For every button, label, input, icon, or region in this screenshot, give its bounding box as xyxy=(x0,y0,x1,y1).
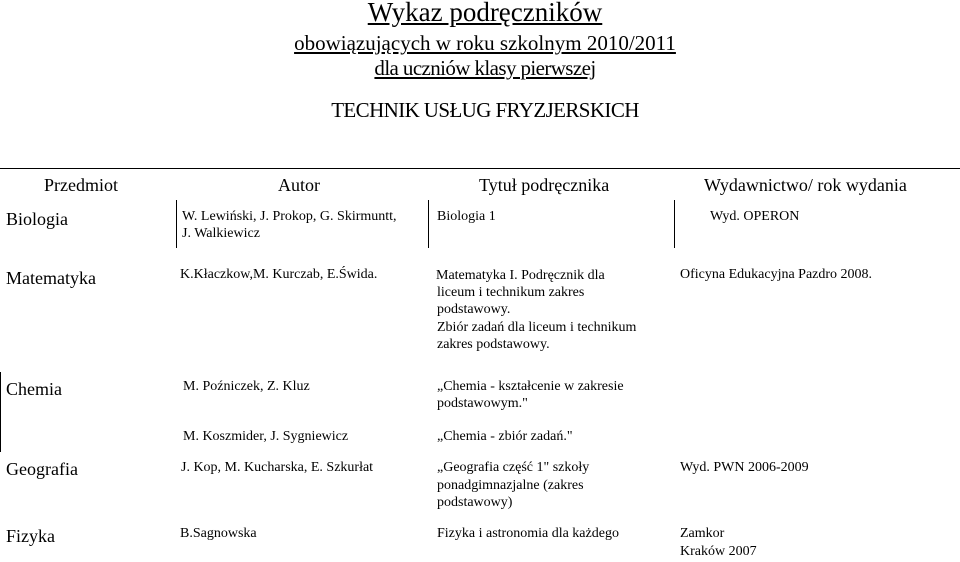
title-matematyka-line3: podstawowy. xyxy=(437,302,511,317)
table-top-border xyxy=(0,168,960,169)
subject-chemia: Chemia xyxy=(6,379,62,399)
author-geografia: J. Kop, M. Kucharska, E. Szkurłat xyxy=(181,460,374,475)
author-matematyka: K.Kłaczkow,M. Kurczab, E.Świda. xyxy=(180,267,378,282)
program-name: TECHNIK USŁUG FRYZJERSKICH xyxy=(331,98,639,122)
column-divider-author-title xyxy=(428,200,429,248)
title-geografia-line2: ponadgimnazjalne (zakres xyxy=(437,478,584,493)
title-chemia-2: „Chemia - zbiór zadań." xyxy=(437,429,573,444)
publisher-matematyka: Oficyna Edukacyjna Pazdro 2008. xyxy=(680,267,873,282)
author-chemia-1: M. Poźniczek, Z. Kluz xyxy=(183,379,310,394)
subject-matematyka: Matematyka xyxy=(6,268,96,288)
title-chemia-1-line1: „Chemia - kształcenie w zakresie xyxy=(437,379,624,394)
column-divider-title-publisher xyxy=(674,200,675,248)
document-subtitle-class: dla uczniów klasy pierwszej xyxy=(374,56,596,80)
header-publisher: Wydawnictwo/ rok wydania xyxy=(704,175,907,195)
title-matematyka-line4: Zbiór zadań dla liceum i technikum xyxy=(437,320,637,335)
title-matematyka-line5: zakres podstawowy. xyxy=(437,337,550,352)
title-biologia: Biologia 1 xyxy=(437,209,496,224)
header-title: Tytuł podręcznika xyxy=(479,175,610,195)
author-fizyka: B.Sagnowska xyxy=(180,526,257,541)
document-title: Wykaz podręczników xyxy=(367,0,603,27)
title-geografia-line3: podstawowy) xyxy=(437,495,513,510)
publisher-geografia: Wyd. PWN 2006-2009 xyxy=(680,460,809,475)
subject-biologia: Biologia xyxy=(6,209,68,229)
author-biologia-line2: J. Walkiewicz xyxy=(182,226,260,241)
column-divider-chemia-left xyxy=(0,372,1,452)
publisher-fizyka-line2: Kraków 2007 xyxy=(680,544,757,559)
subject-geografia: Geografia xyxy=(6,459,78,479)
column-divider-subject-author xyxy=(176,200,177,248)
title-matematyka-line2: liceum i technikum zakres xyxy=(437,285,585,300)
title-matematyka-line1: Matematyka I. Podręcznik dla xyxy=(436,268,605,283)
title-fizyka: Fizyka i astronomia dla każdego xyxy=(437,526,619,541)
document-subtitle-year: obowiązujących w roku szkolnym 2010/2011 xyxy=(294,31,676,55)
publisher-biologia: Wyd. OPERON xyxy=(710,209,800,224)
header-subject: Przedmiot xyxy=(44,175,118,195)
title-geografia-line1: „Geografia część 1" szkoły xyxy=(437,460,590,475)
subject-fizyka: Fizyka xyxy=(6,526,55,546)
author-chemia-2: M. Koszmider, J. Sygniewicz xyxy=(183,429,349,444)
title-chemia-1-line2: podstawowym." xyxy=(437,396,528,411)
publisher-fizyka-line1: Zamkor xyxy=(680,526,725,541)
header-author: Autor xyxy=(278,175,320,195)
author-biologia-line1: W. Lewiński, J. Prokop, G. Skirmuntt, xyxy=(182,209,397,224)
